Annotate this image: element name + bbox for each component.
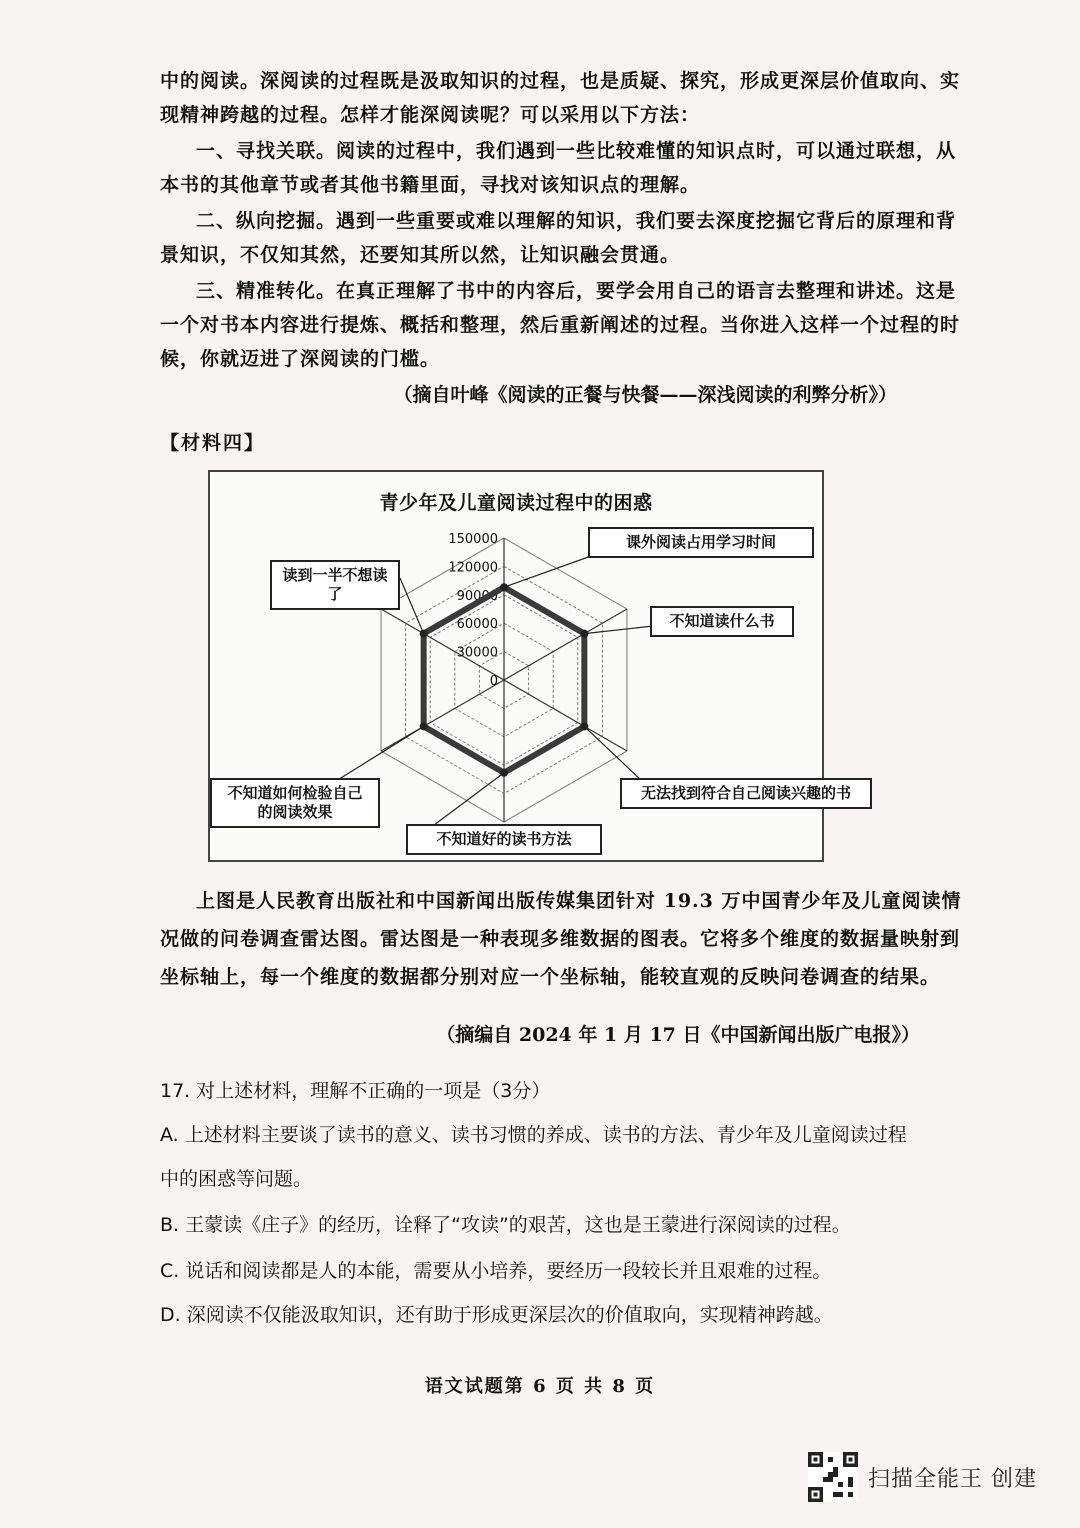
radar-category-label-line: 不知道好的读书方法 [436, 830, 572, 848]
passage-line: 现精神跨越的过程。怎样才能深阅读呢？可以采用以下方法： [160, 104, 701, 126]
passage-line: 一个对书本内容进行提炼、概括和整理，然后重新阐述的过程。当你进入这样一个过程的时 [160, 314, 961, 336]
radar-category-label-line: 无法找到符合自己阅读兴趣的书 [640, 784, 851, 802]
radar-category-label-line: 的阅读效果 [257, 803, 333, 821]
passage-line: 本书的其他章节或者其他书籍里面，寻找对该知识点的理解。 [160, 174, 701, 196]
option-a-continued: 中的困惑等问题。 [160, 1168, 313, 1190]
radar-category-label [620, 778, 872, 809]
passage-line: 中的阅读。深阅读的过程既是汲取知识的过程，也是质疑、探究，形成更深层价值取向、实 [160, 70, 961, 92]
passage-line: 二、纵向挖掘。遇到一些重要或难以理解的知识，我们要去深度挖掘它背后的原理和背 [196, 210, 957, 232]
passage-line: 景知识，不仅知其然，还要知其所以然，让知识融会贯通。 [160, 244, 681, 266]
passage-line: 三、精准转化。在真正理解了书中的内容后，要学会用自己的语言去整理和讲述。这是 [196, 280, 957, 302]
radar-category-label [270, 560, 400, 610]
radar-data-point [420, 630, 428, 638]
scanner-watermark: 扫描全能王 创建 [868, 1467, 1037, 1492]
page-footer: 语文试题第 6 页 共 8 页 [424, 1376, 656, 1397]
passage-line: 候，你就迈进了深阅读的门槛。 [160, 348, 441, 370]
radar-category-label [588, 527, 814, 558]
radar-tick-label: 60000 [456, 617, 498, 633]
radar-category-label-line: 读到一半不想读 [282, 566, 388, 584]
qr-code-icon [808, 1452, 858, 1502]
radar-category-label [406, 824, 602, 855]
option-b: B. 王蒙读《庄子》的经历，诠释了“攻读”的艰苦，这也是王蒙进行深阅读的过程。 [160, 1214, 851, 1236]
radar-tick-label: 120000 [448, 560, 498, 576]
radar-category-label-line: 不知道如何检验自己 [227, 784, 363, 802]
radar-tick-label: 150000 [448, 532, 498, 547]
radar-tick-label: 0 [489, 674, 498, 689]
radar-chart [208, 470, 851, 862]
option-d: D. 深阅读不仅能汲取知识，还有助于形成更深层次的价值取向，实现精神跨越。 [160, 1304, 833, 1326]
description-line: 况做的问卷调查雷达图。雷达图是一种表现多维数据的图表。它将多个维度的数据量映射到 [160, 928, 961, 950]
radar-tick-label: 30000 [456, 645, 498, 661]
material-four-source: （摘编自 2024 年 1 月 17 日《中国新闻出版广电报》） [436, 1024, 920, 1046]
chart-title: 青少年及儿童阅读过程中的困惑 [379, 492, 653, 514]
description-line: 坐标轴上，每一个维度的数据都分别对应一个坐标轴，能较直观的反映问卷调查的结果。 [160, 966, 941, 988]
radar-category-label-line: 不知道读什么书 [669, 612, 775, 630]
radar-category-label-line: 了 [327, 585, 343, 603]
radar-category-label [210, 778, 380, 828]
passage-source: （摘自叶峰《阅读的正餐与快餐——深浅阅读的利弊分析》） [393, 384, 897, 406]
radar-category-label-line: 课外阅读占用学习时间 [625, 533, 776, 551]
radar-data-point [420, 722, 428, 730]
radar-tick-label: 90000 [456, 588, 498, 604]
description-line: 上图是人民教育出版社和中国新闻出版传媒集团针对 19.3 万中国青少年及儿童阅读情 [196, 890, 962, 912]
radar-category-label [650, 606, 794, 637]
option-c: C. 说话和阅读都是人的本能，需要从小培养，要经历一段较长并且艰难的过程。 [160, 1260, 832, 1282]
question-stem: 17. 对上述材料，理解不正确的一项是（3分） [160, 1080, 551, 1102]
option-a: A. 上述材料主要谈了读书的意义、读书习惯的养成、读书的方法、青少年及儿童阅读过程 [160, 1124, 907, 1146]
passage-line: 一、寻找关联。阅读的过程中，我们遇到一些比较难懂的知识点时，可以通过联想，从 [196, 140, 957, 162]
material-four-tag: 【材料四】 [160, 432, 266, 454]
radar-data-point [500, 583, 508, 591]
